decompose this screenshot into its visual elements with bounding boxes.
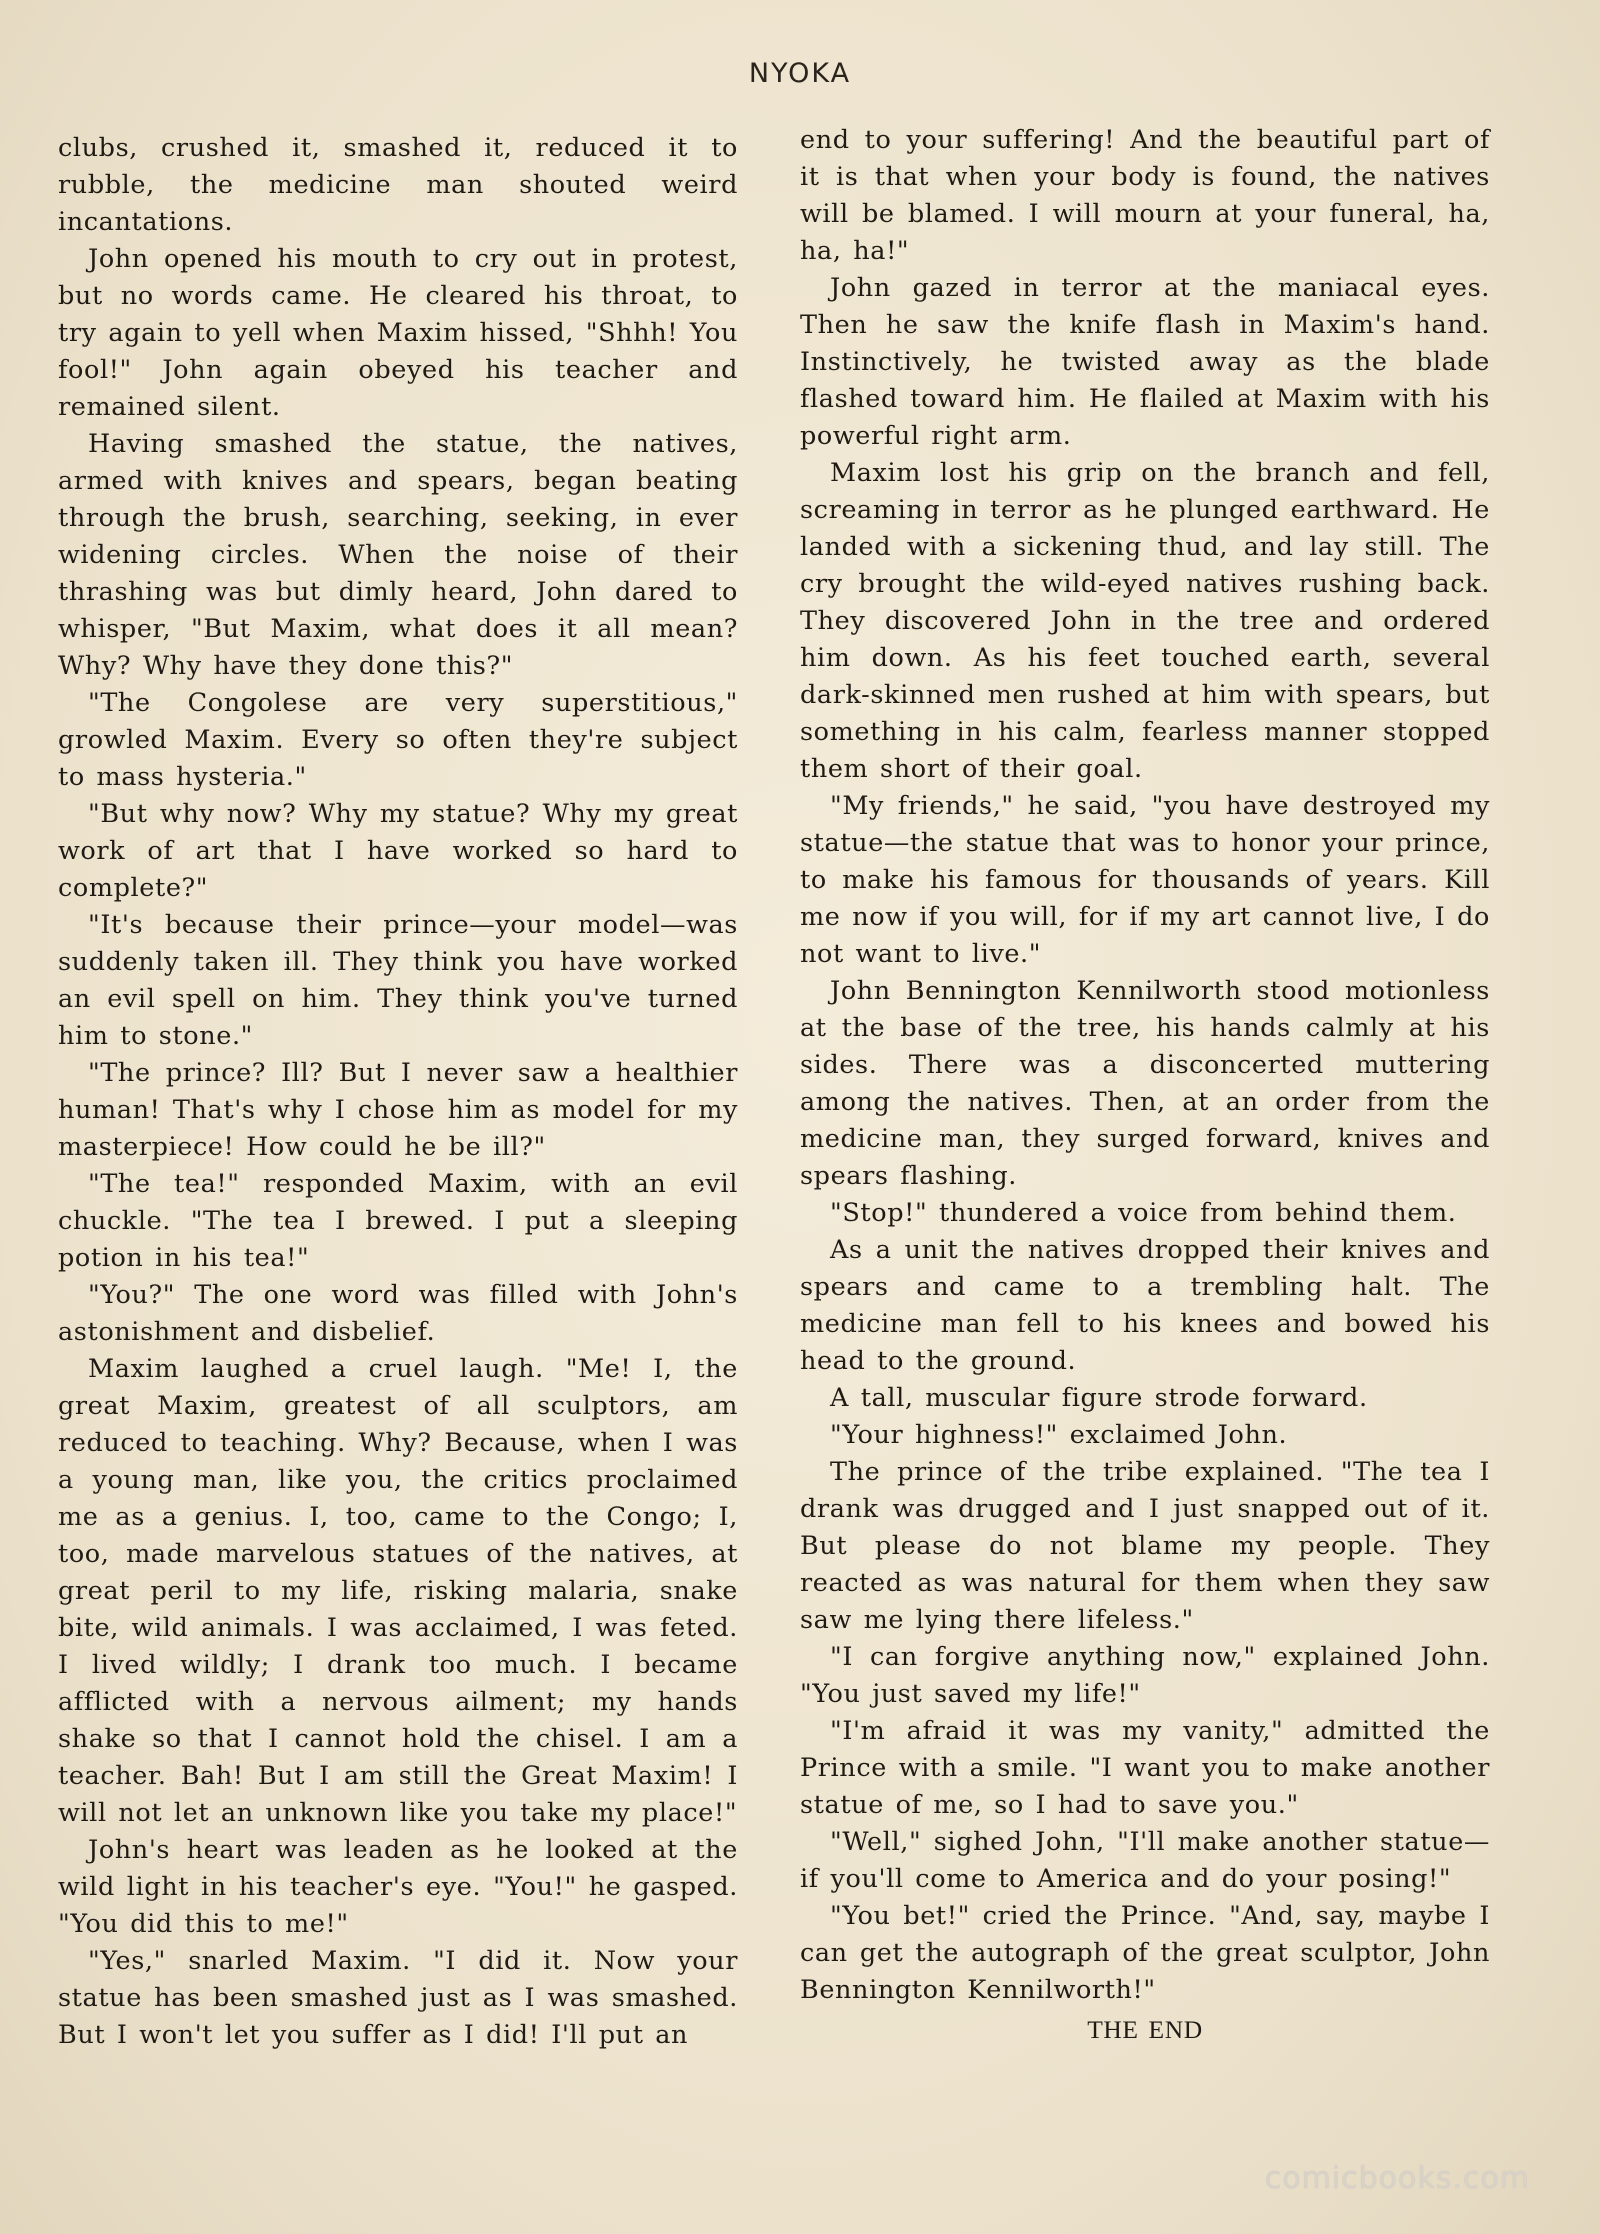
watermark: comicbooks.com bbox=[1264, 2161, 1530, 2196]
paragraph: John's heart was leaden as he looked at the wild light in his teacher's eye. "You!" he gasped. "You did this to me!" bbox=[58, 1835, 738, 1939]
paragraph: Maxim lost his grip on the branch and fell, screaming in terror as he plunged earthward. He landed with a sickening thud, and lay still. The cry brought the wild-eyed natives rushing back. They discovered John in the tree and ordered him down. As his feet touched earth, several dark-skinned men rushed at him with spears, but something in his calm, fearless manner stopped them short of their goal. bbox=[800, 458, 1490, 784]
paragraph: Maxim laughed a cruel laugh. "Me! I, the great Maxim, greatest of all sculptors, am reduced to teaching. Why? Because, when I was a young man, like you, the critics proclaimed me as a genius. I, too, came to the Congo; I, too, made marvelous statues of the natives, at great peril to my life, risking malaria, snake bite, wild animals. I was acclaimed, I was feted. I lived wildly; I drank too much. I became afflicted with a nervous ailment; my hands shake so that I cannot hold the chisel. I am a teacher. Bah! But I am still the Great Maxim! I will not let an unknown like you take my place!" bbox=[58, 1354, 738, 1828]
paragraph: "Stop!" thundered a voice from behind them. bbox=[830, 1198, 1457, 1228]
paragraph: "Well," sighed John, "I'll make another statue—if you'll come to America and do your posing!" bbox=[800, 1827, 1490, 1894]
paragraph: "You bet!" cried the Prince. "And, say, maybe I can get the autograph of the great sculptor, John Bennington Kennilworth!" bbox=[800, 1901, 1490, 2005]
paragraph: John gazed in terror at the maniacal eyes. Then he saw the knife flash in Maxim's hand. Instinctively, he twisted away as the blade flashed toward him. He flailed at Maxim with his powerful right arm. bbox=[800, 273, 1490, 451]
paragraph: "Yes," snarled Maxim. "I did it. Now your statue has been smashed just as I was smashed. But I won't let you suffer as I did! I'll put an bbox=[58, 1946, 738, 2050]
paragraph: "The tea!" responded Maxim, with an evil chuckle. "The tea I brewed. I put a sleeping potion in his tea!" bbox=[58, 1169, 738, 1273]
paragraph: "Your highness!" exclaimed John. bbox=[830, 1420, 1288, 1450]
paragraph: The prince of the tribe explained. "The tea I drank was drugged and I just snapped out of it. But please do not blame my people. They reacted as was natural for them when they saw saw me lying there lifeless." bbox=[800, 1457, 1490, 1635]
paragraph: Having smashed the statue, the natives, armed with knives and spears, began beating through the brush, searching, seeking, in ever widening circles. When the noise of their thrashing was but dimly heard, John dared to whisper, "But Maxim, what does it all mean? Why? Why have they done this?" bbox=[58, 429, 738, 681]
paragraph: end to your suffering! And the beautiful part of it is that when your body is found, the natives will be blamed. I will mourn at your funeral, ha, ha, ha!" bbox=[800, 125, 1490, 266]
paragraph: A tall, muscular figure strode forward. bbox=[830, 1383, 1368, 1413]
paragraph: John opened his mouth to cry out in protest, but no words came. He cleared his throat, to try again to yell when Maxim hissed, "Shhh! You fool!" John again obeyed his teacher and remained silent. bbox=[58, 244, 738, 422]
paragraph: "But why now? Why my statue? Why my great work of art that I have worked so hard to complete?" bbox=[58, 799, 738, 903]
paragraph: "I'm afraid it was my vanity," admitted the Prince with a smile. "I want you to make another statue of me, so I had to save you." bbox=[800, 1716, 1490, 1820]
paragraph: "You?" The one word was filled with John's astonishment and disbelief. bbox=[58, 1280, 738, 1347]
paragraph: As a unit the natives dropped their knives and spears and came to a trembling halt. The medicine man fell to his knees and bowed his head to the ground. bbox=[800, 1235, 1490, 1376]
paragraph: "The prince? Ill? But I never saw a healthier human! That's why I chose him as model for my masterpiece! How could he be ill?" bbox=[58, 1058, 738, 1162]
paragraph: "My friends," he said, "you have destroyed my statue—the statue that was to honor your prince, to make his famous for thousands of years. Kill me now if you will, for if my art cannot live, I do not want to live." bbox=[800, 791, 1490, 969]
page-header: NYOKA bbox=[748, 58, 852, 89]
left-column bbox=[58, 130, 738, 2054]
right-column bbox=[800, 122, 1490, 2048]
paragraph: John Bennington Kennilworth stood motionless at the base of the tree, his hands calmly at his sides. There was a disconcerted muttering among the natives. Then, at an order from the medicine man, they surged forward, knives and spears flashing. bbox=[800, 976, 1490, 1191]
paragraph: "I can forgive anything now," explained John. "You just saved my life!" bbox=[800, 1642, 1490, 1709]
paragraph: clubs, crushed it, smashed it, reduced it to rubble, the medicine man shouted weird incantations. bbox=[58, 133, 738, 237]
the-end-label: THE END bbox=[1087, 2015, 1203, 2044]
paragraph: "It's because their prince—your model—was suddenly taken ill. They think you have worked an evil spell on him. They think you've turned him to stone." bbox=[58, 910, 738, 1051]
paragraph: "The Congolese are very superstitious," growled Maxim. Every so often they're subject to mass hysteria." bbox=[58, 688, 738, 792]
